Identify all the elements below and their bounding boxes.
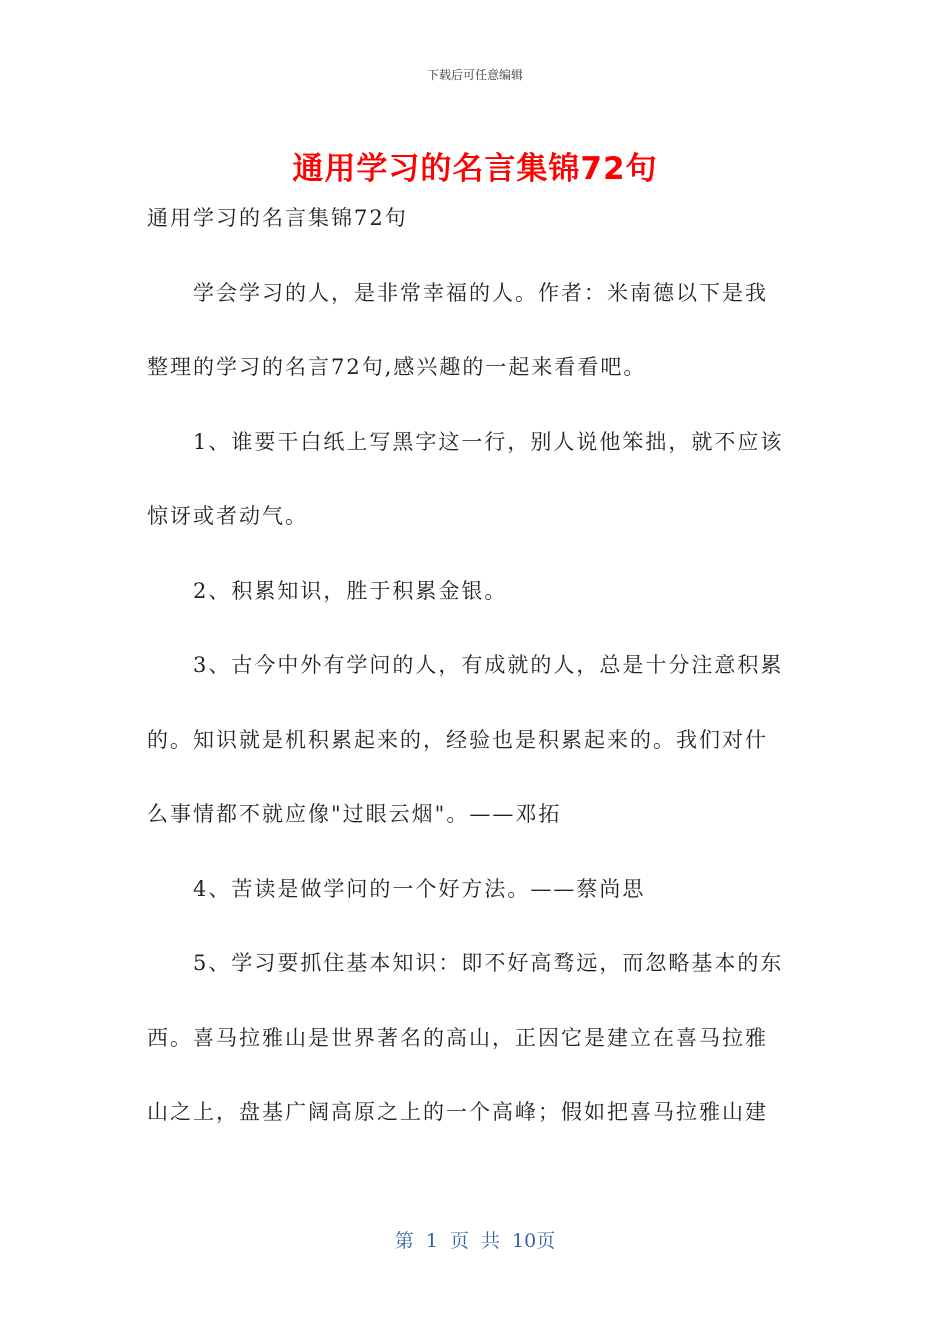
body-line: 通用学习的名言集锦72句 bbox=[147, 206, 408, 230]
body-line: 1、谁要干白纸上写黑字这一行，别人说他笨拙，就不应该 bbox=[193, 429, 784, 454]
body-line: 3、古今中外有学问的人，有成就的人，总是十分注意积累 bbox=[193, 653, 784, 677]
document-title: 通用学习的名言集锦72句 bbox=[292, 151, 658, 187]
body-line: 整理的学习的名言72句,感兴趣的一起来看看吧。 bbox=[147, 355, 647, 379]
body-line: 惊讶或者动气。 bbox=[147, 504, 308, 528]
body-line: 2、积累知识，胜于积累金银。 bbox=[193, 578, 508, 603]
body-line: 西。喜马拉雅山是世界著名的高山，正因它是建立在喜马拉雅 bbox=[147, 1025, 768, 1050]
document-body bbox=[147, 196, 807, 1165]
body-line: 山之上，盘基广阔高原之上的一个高峰；假如把喜马拉雅山建 bbox=[147, 1100, 768, 1124]
page-number-footer: 第 1 页 共 10页 bbox=[394, 1230, 556, 1252]
body-line: 么事情都不就应像"过眼云烟"。——邓拓 bbox=[147, 802, 562, 826]
header-note: 下载后可任意编辑 bbox=[426, 68, 523, 82]
body-line: 的。知识就是机积累起来的，经验也是积累起来的。我们对什 bbox=[147, 727, 768, 752]
body-line: 4、苦读是做学问的一个好方法。——蔡尚思 bbox=[193, 876, 646, 901]
body-line: 5、学习要抓住基本知识：即不好高骛远，而忽略基本的东 bbox=[193, 951, 784, 975]
body-line: 学会学习的人，是非常幸福的人。作者：米南德以下是我 bbox=[193, 280, 768, 305]
